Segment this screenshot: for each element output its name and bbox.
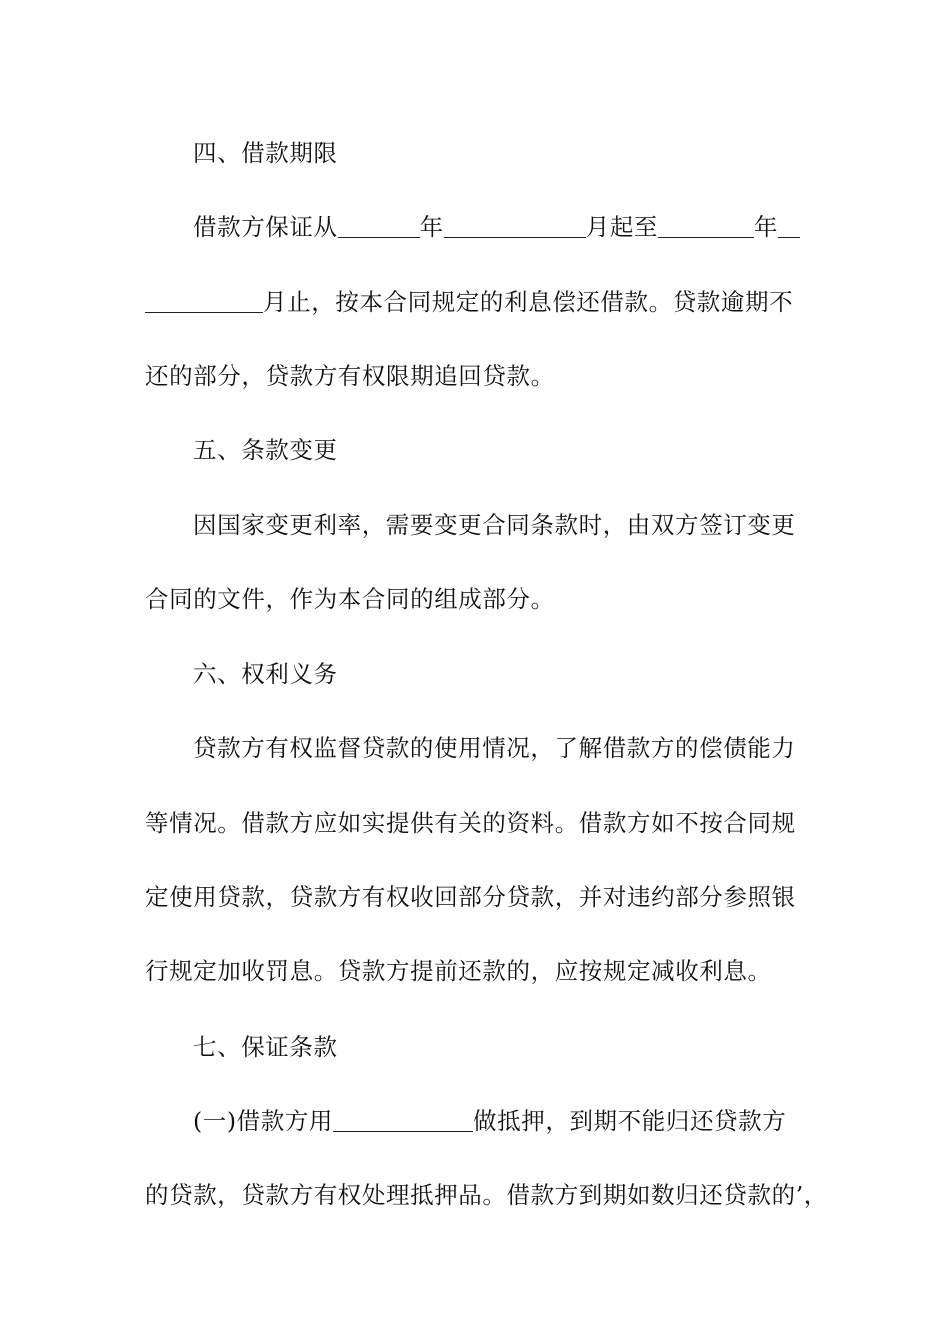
paragraph-line	[193, 733, 796, 763]
text-run: 借款方保证从	[193, 213, 338, 241]
heading-text: 六、权利义务	[193, 660, 338, 688]
section-heading-term	[193, 138, 338, 168]
text-run: 合同的文件，作为本合同的组成部分。	[145, 585, 555, 613]
paragraph-line	[145, 287, 793, 317]
text-run: 贷款方有权监督贷款的使用情况，了解借款方的偿债能力	[193, 734, 796, 762]
heading-text: 五、条款变更	[193, 436, 338, 464]
paragraph-line	[193, 510, 796, 540]
text-run: 年	[754, 213, 779, 241]
paragraph-line	[145, 584, 555, 614]
text-run: 月止，按本合同规定的利息偿还借款。贷款逾期不	[263, 288, 794, 316]
text-run: 因国家变更利率，需要变更合同条款时，由双方签订变更	[193, 511, 796, 539]
heading-text: 七、保证条款	[193, 1033, 338, 1061]
fill-blank	[778, 215, 800, 238]
fill-blank	[338, 215, 420, 238]
text-run: 定使用贷款，贷款方有权收回部分贷款，并对违约部分参照银	[145, 883, 796, 911]
heading-text: 四、借款期限	[193, 139, 338, 167]
text-run: 年	[419, 213, 444, 241]
paragraph-line	[145, 808, 796, 838]
paragraph-line	[193, 1106, 786, 1136]
text-run: 行规定加收罚息。贷款方提前还款的，应按规定减收利息。	[145, 957, 772, 985]
paragraph-line	[193, 212, 800, 242]
fill-blank	[658, 215, 754, 238]
text-run: 月起至	[585, 213, 659, 241]
text-run: (一)借款方用	[193, 1107, 334, 1135]
paragraph-line	[145, 361, 555, 391]
section-heading-rights	[193, 659, 338, 689]
section-heading-guarantee	[193, 1032, 338, 1062]
paragraph-line	[145, 882, 796, 912]
text-run: 做抵押，到期不能归还贷款方	[473, 1107, 787, 1135]
paragraph-line	[145, 1180, 828, 1210]
text-run: 等情况。借款方应如实提供有关的资料。借款方如不按合同规	[145, 809, 796, 837]
fill-blank	[444, 215, 586, 238]
paragraph-line	[145, 956, 772, 986]
text-run: 还的部分，贷款方有权限期追回贷款。	[145, 362, 555, 390]
text-run: 的贷款，贷款方有权处理抵押品。借款方到期如数归还贷款的’，	[145, 1181, 828, 1209]
fill-blank	[333, 1109, 473, 1132]
fill-blank	[145, 290, 263, 313]
section-heading-amendment	[193, 435, 338, 465]
